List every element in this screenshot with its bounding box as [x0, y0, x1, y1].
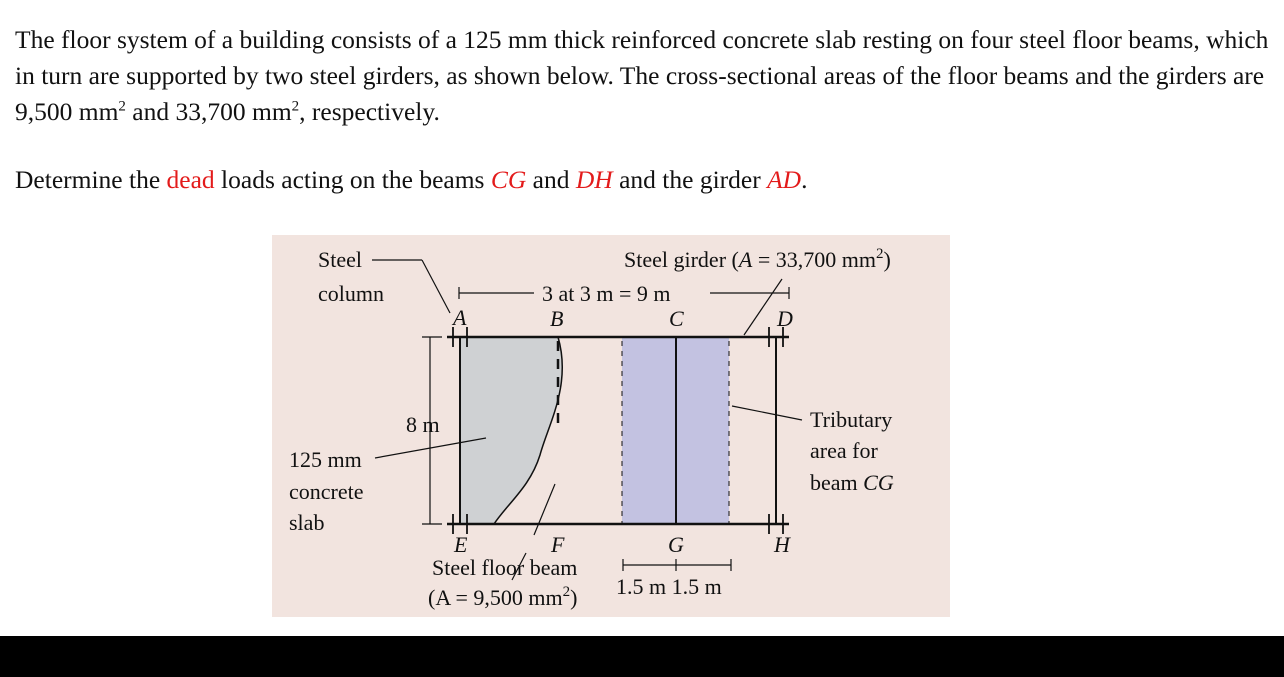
question-text-1: Determine the — [15, 165, 167, 194]
steel-column-label-2: column — [318, 281, 384, 306]
span-label: 3 at 3 m = 9 m — [542, 281, 671, 306]
slab-shading — [460, 337, 562, 524]
floor-beam-area: (A = 9,500 $mm^2$) — [428, 584, 578, 610]
tributary-label-3: beam CG — [810, 470, 894, 495]
slab-label-1: 125 mm — [289, 447, 362, 472]
point-d: D — [777, 306, 793, 331]
girder-label: Steel girder (A = 33,700 $mm^2$) — [624, 246, 891, 272]
slab-label-2: concrete — [289, 479, 364, 504]
superscript-2: 2 — [118, 98, 126, 115]
point-a: A — [453, 305, 467, 330]
half-spacing-label: 1.5 m 1.5 m — [616, 574, 722, 599]
point-g: G — [668, 532, 684, 557]
question-text-3: and — [526, 165, 576, 194]
column-leader — [422, 260, 450, 313]
problem-paragraph — [15, 22, 1277, 130]
point-b: B — [550, 306, 564, 331]
highlight-dh: DH — [575, 165, 613, 194]
floor-system-diagram — [272, 235, 950, 617]
point-e: E — [454, 532, 468, 557]
bottom-black-bar — [0, 636, 1284, 677]
problem-statement — [15, 22, 1277, 198]
question-text-5: . — [801, 165, 808, 194]
point-f: F — [551, 532, 565, 557]
point-c: C — [669, 306, 684, 331]
highlight-ad: AD — [767, 165, 802, 194]
point-h: H — [774, 532, 790, 557]
paragraph-text-1: The floor system of a building consists of a 125 mm thick reinforced concrete slab resting on four steel floor beams, which in turn are supported by two steel girders, as shown below. The cross-sectional areas of the floor beams and the girders are 9,500 mm — [15, 25, 1269, 126]
tributary-leader — [732, 406, 802, 420]
floor-beam-label: Steel floor beam — [432, 555, 578, 580]
height-label: 8 m — [406, 412, 440, 437]
superscript-2b: 2 — [291, 98, 300, 115]
question-line — [15, 162, 1277, 198]
floor-beam-leader-upper — [534, 484, 555, 535]
tributary-label-1: Tributary — [810, 407, 893, 432]
highlight-cg: CG — [490, 165, 527, 194]
slab-label-3: slab — [289, 510, 325, 535]
steel-column-label-1: Steel — [318, 247, 362, 272]
paragraph-text-2: and 33,700 mm — [125, 97, 292, 126]
question-text-4: and the girder — [612, 165, 768, 194]
tributary-label-2: area for — [810, 438, 878, 463]
half-spacing-dimension — [623, 559, 731, 571]
paragraph-text-3: , respectively. — [299, 97, 440, 126]
highlight-dead: dead — [166, 165, 215, 194]
question-text-2: loads acting on the beams — [214, 165, 491, 194]
floor-system-figure — [272, 235, 950, 617]
